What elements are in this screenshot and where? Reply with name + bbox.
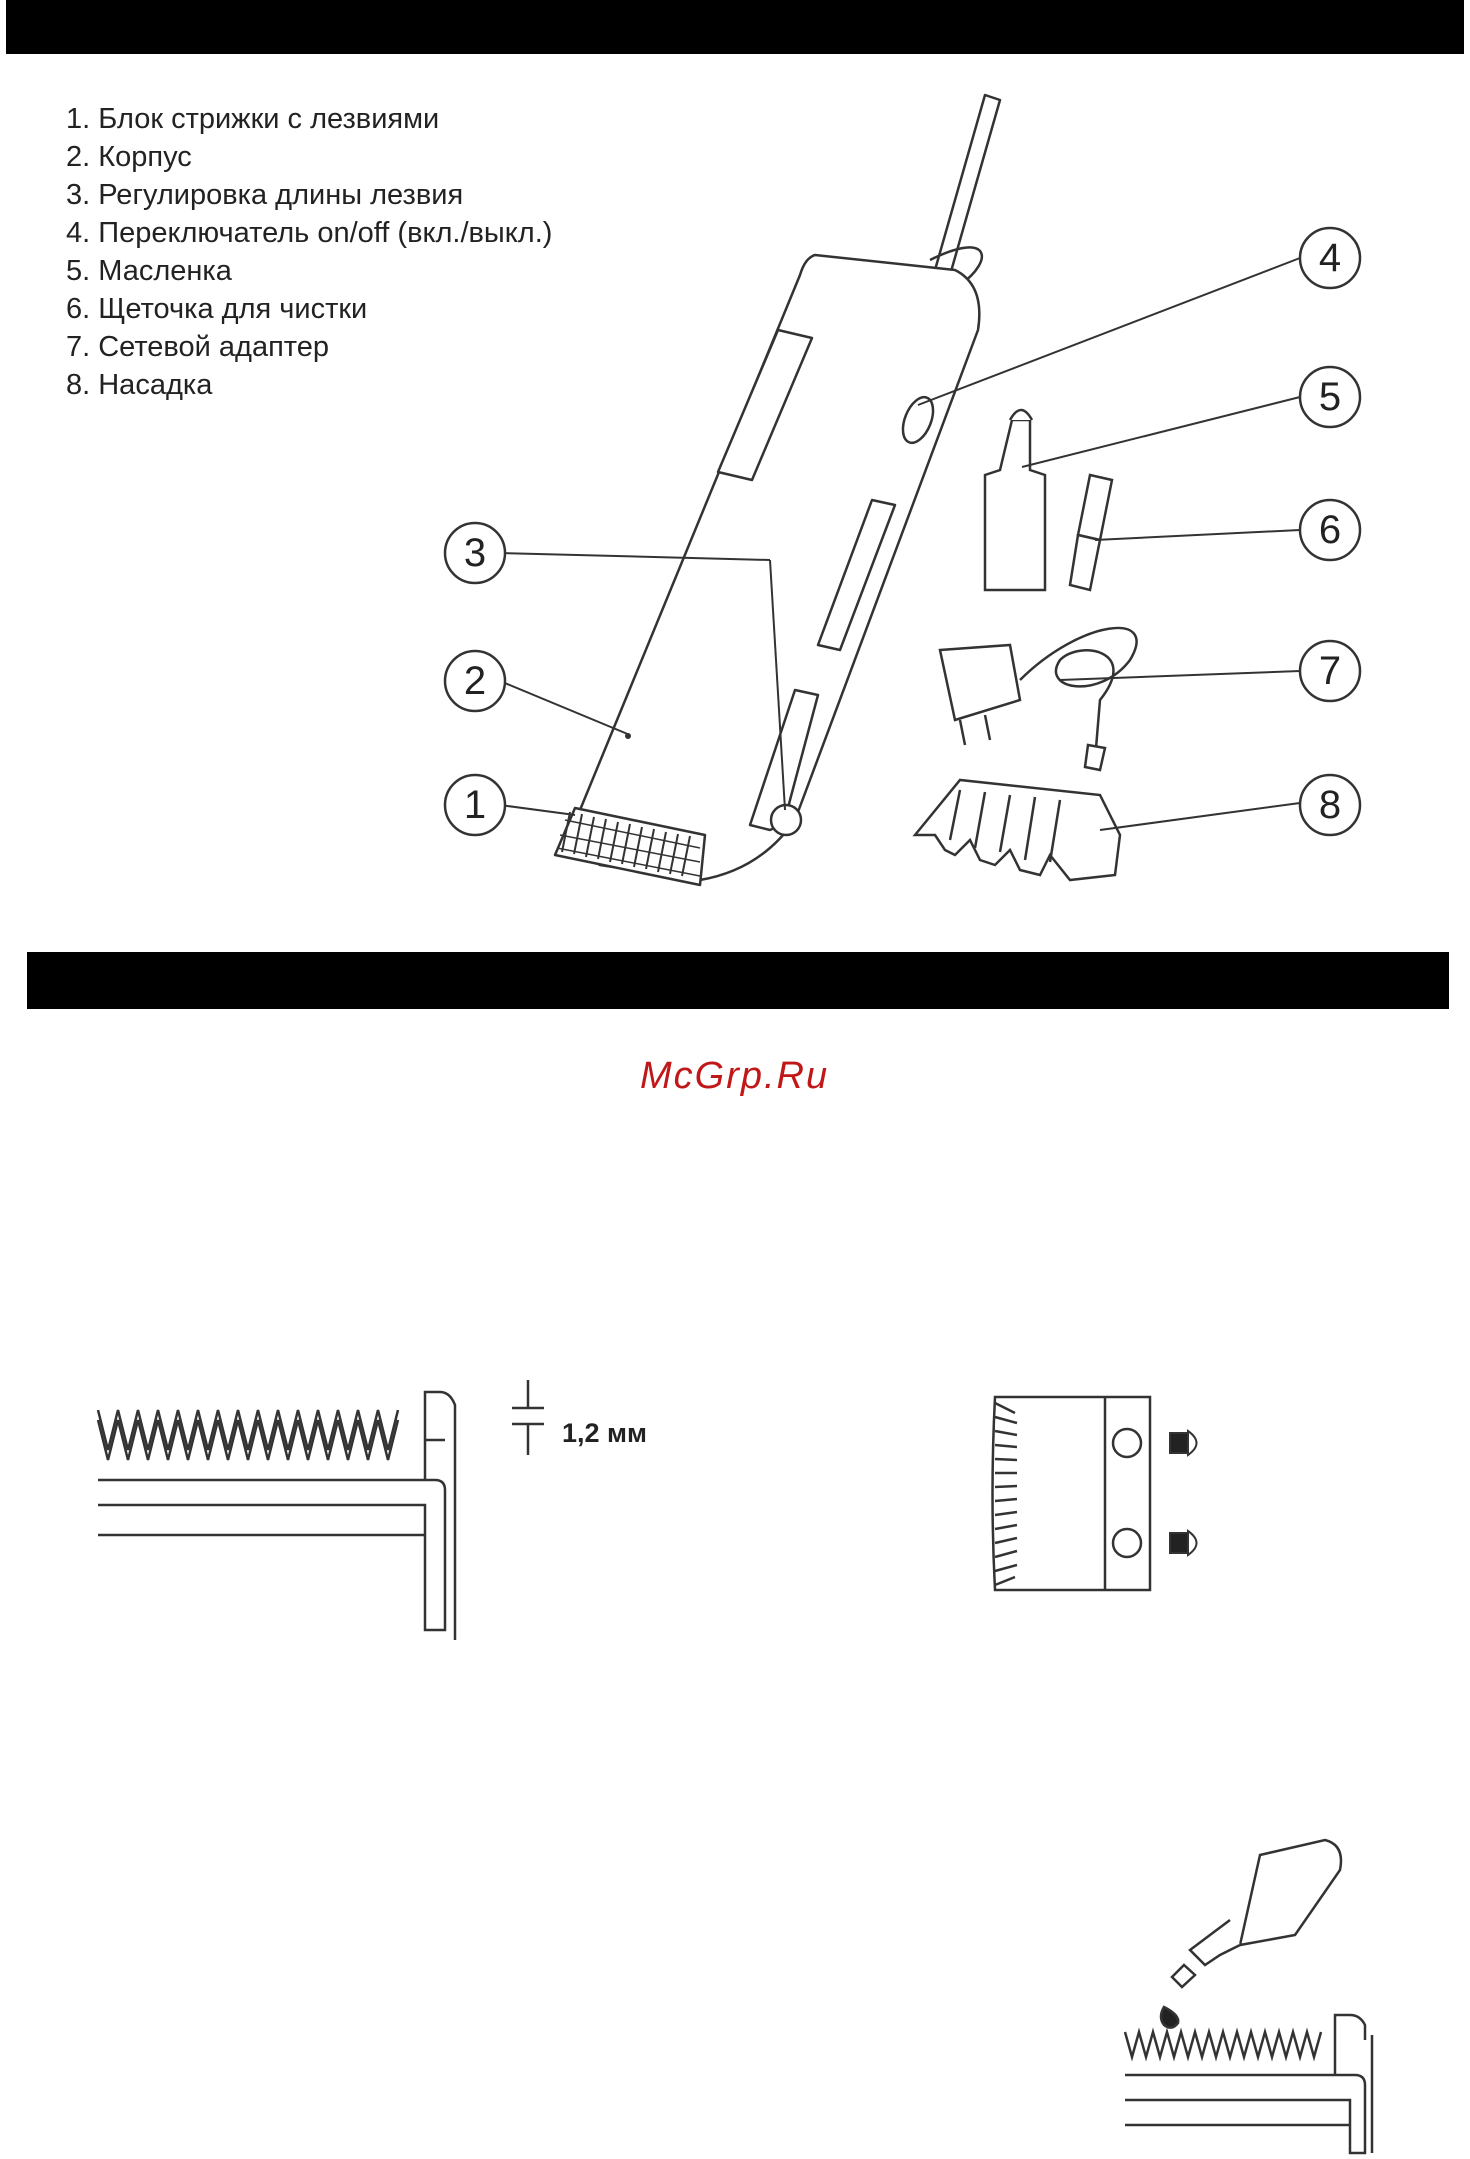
parts-list-item: 2. Корпус: [66, 141, 192, 173]
blade-gap-diagram: [80, 1380, 560, 1650]
callout-6: 6: [1318, 508, 1342, 552]
callout-5: 5: [1318, 375, 1342, 419]
watermark: McGrp.Ru: [640, 1055, 830, 1097]
callout-2: 2: [463, 659, 487, 703]
oiling-diagram: [1110, 1835, 1390, 2155]
clipper-diagram: [0, 60, 1470, 940]
section-header-bar: [27, 952, 1449, 1009]
parts-list-item: 8. Насадка: [66, 369, 213, 401]
callout-1: 1: [463, 783, 487, 827]
parts-list-item: 5. Масленка: [66, 255, 232, 287]
callout-7: 7: [1318, 649, 1342, 693]
parts-list-item: 3. Регулировка длины лезвия: [66, 179, 464, 211]
parts-list-item: 1. Блок стрижки с лезвиями: [66, 103, 440, 135]
callout-3: 3: [463, 531, 487, 575]
parts-list-item: 6. Щеточка для чистки: [66, 293, 368, 325]
parts-list-item: 4. Переключатель on/off (вкл./выкл.): [66, 217, 553, 249]
blade-screws-diagram: [985, 1385, 1210, 1605]
callout-4: 4: [1318, 236, 1342, 280]
blade-gap-label: 1,2 мм: [562, 1418, 647, 1448]
parts-list-item: 7. Сетевой адаптер: [66, 331, 329, 363]
callout-8: 8: [1318, 783, 1342, 827]
top-header-bar: [6, 0, 1464, 54]
